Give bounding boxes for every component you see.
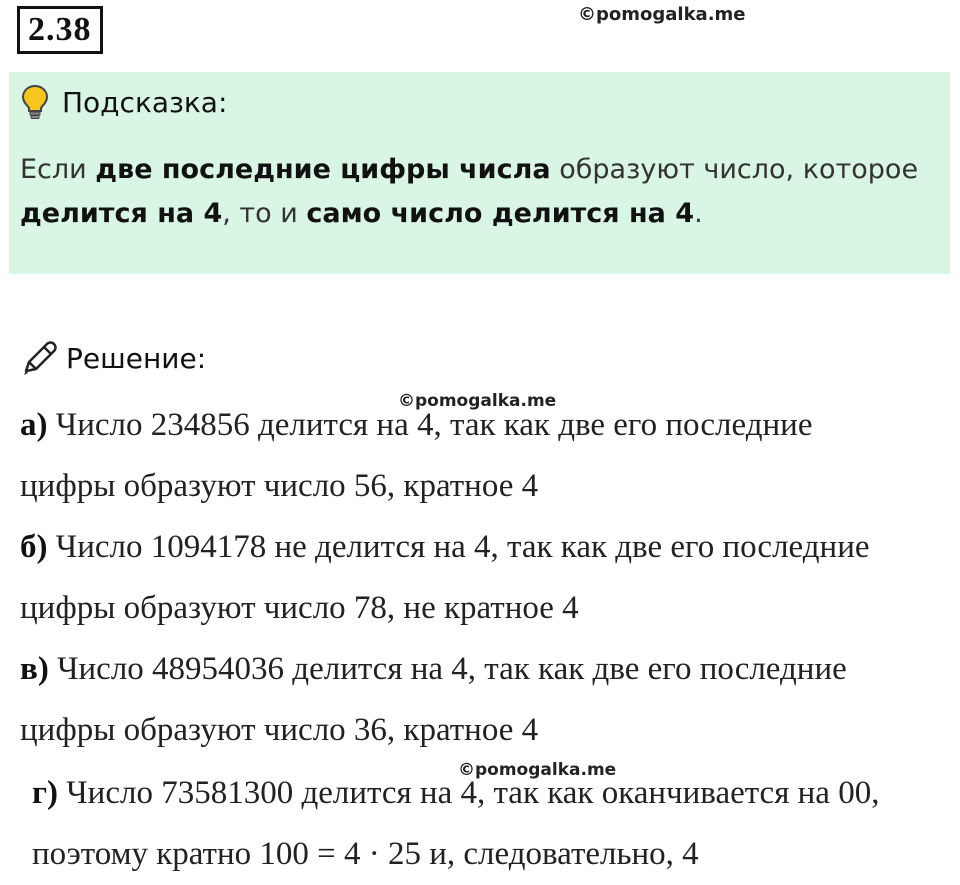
watermark: ©pomogalka.me — [398, 391, 557, 411]
solution-header — [20, 339, 206, 377]
solution-line — [20, 712, 538, 749]
solution-line — [20, 590, 579, 627]
pencil-icon — [20, 339, 58, 377]
hint-plain-text: образуют число, которое — [550, 154, 919, 185]
hint-bold-text: делится на 4 — [20, 198, 223, 229]
solution-line — [20, 529, 870, 566]
hint-plain-text: Если — [20, 154, 96, 185]
solution-title: Решение: — [66, 341, 207, 375]
hint-plain-text: , то и — [222, 198, 307, 229]
hint-bold-text: само число делится на 4 — [306, 198, 695, 229]
item-label: а) — [20, 407, 48, 443]
hint-text — [20, 148, 940, 236]
line-text: цифры образуют число 78, не кратное 4 — [20, 590, 579, 626]
hint-plain-text: . — [694, 198, 703, 229]
solution-line — [32, 775, 879, 812]
task-number: 2.38 — [17, 6, 103, 54]
item-label: в) — [20, 651, 49, 687]
line-text: поэтому кратно 100 = 4 · 25 и, следовательно, 4 — [32, 836, 699, 872]
line-text: Число 1094178 не делится на 4, так как две его последние — [47, 529, 870, 565]
line-text: цифры образуют число 36, кратное 4 — [20, 712, 539, 748]
line-text: Число 234856 делится на 4, так как две его последние — [47, 407, 813, 443]
watermark: ©pomogalka.me — [458, 760, 617, 780]
lightbulb-icon — [20, 84, 50, 120]
item-label: б) — [20, 529, 48, 565]
line-text: цифры образуют число 56, кратное 4 — [20, 468, 539, 504]
solution-line — [20, 651, 847, 688]
hint-bold-text: две последние цифры числа — [95, 154, 551, 185]
line-text: Число 73581300 делится на 4, так как оканчивается на 00, — [57, 775, 880, 811]
hint-header — [20, 84, 227, 120]
solution-line — [20, 407, 812, 444]
line-text: Число 48954036 делится на 4, так как две его последние — [48, 651, 847, 687]
item-label: г) — [32, 775, 58, 811]
hint-title: Подсказка: — [62, 85, 228, 119]
watermark: ©pomogalka.me — [578, 4, 746, 25]
solution-line — [20, 468, 538, 505]
solution-line — [32, 836, 699, 873]
